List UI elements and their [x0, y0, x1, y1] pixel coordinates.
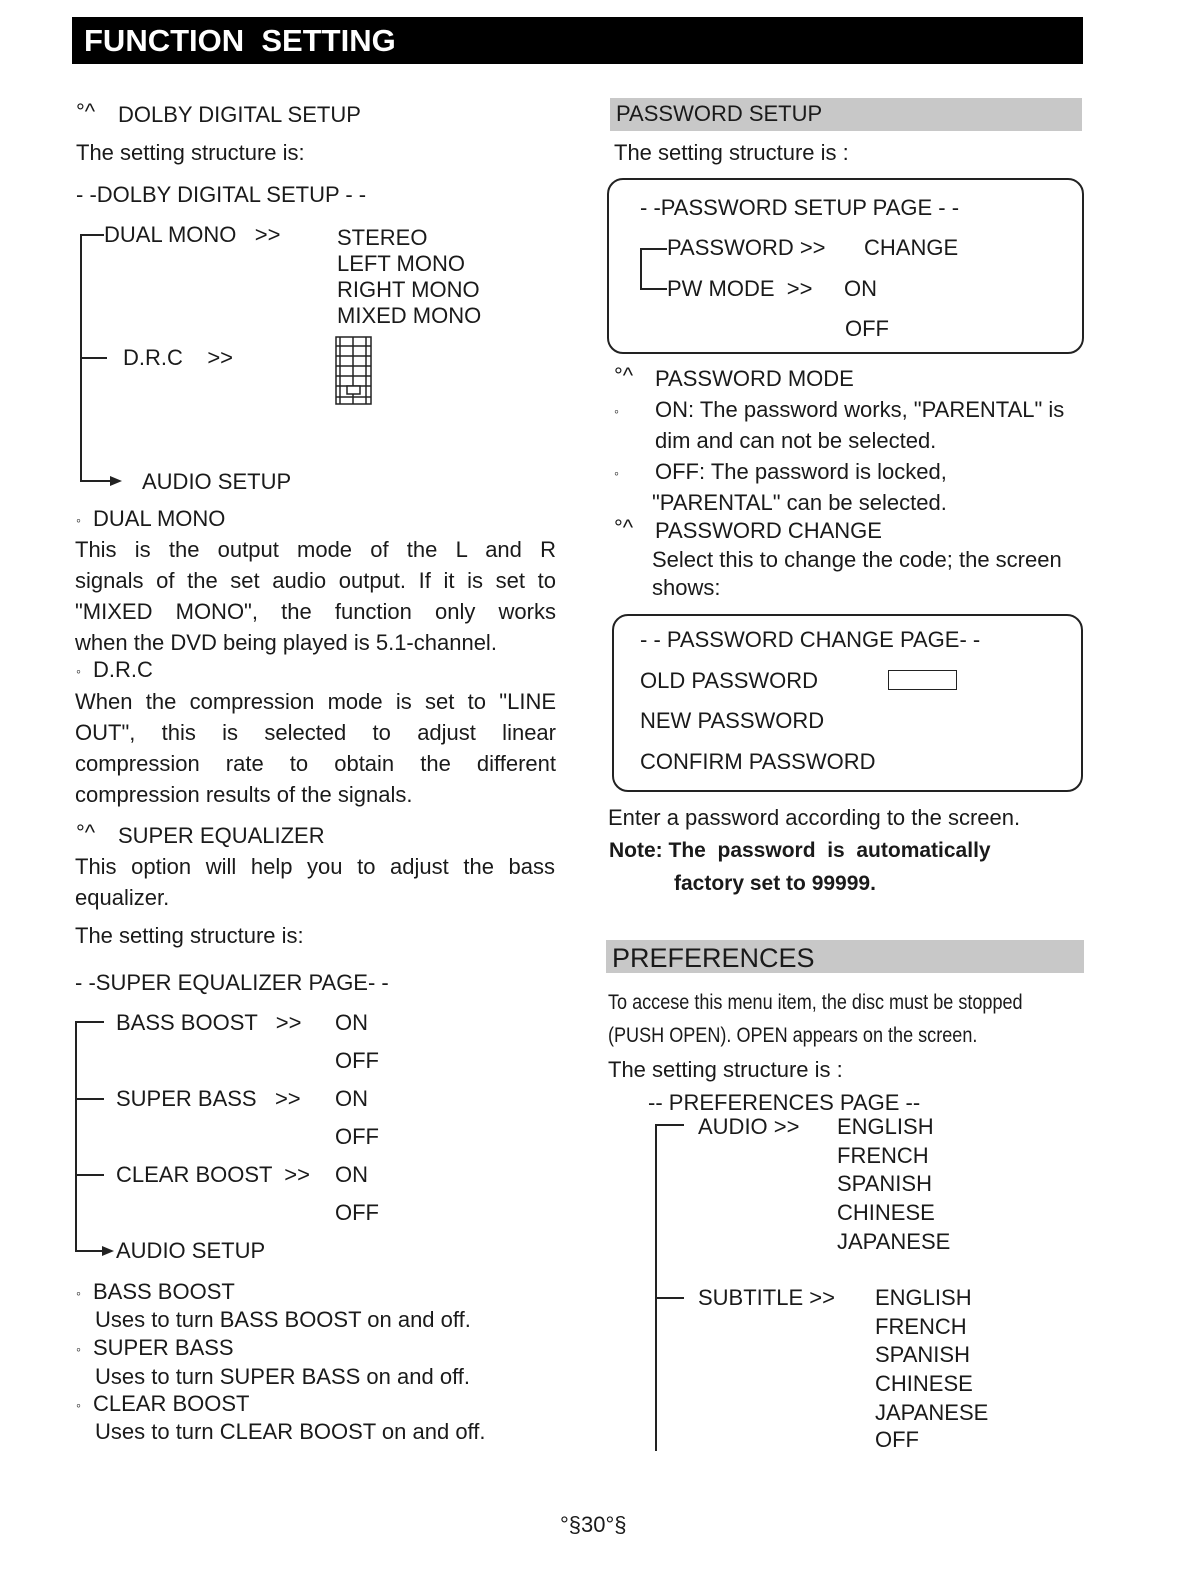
option: STEREO [337, 225, 428, 250]
old-password-input[interactable] [888, 670, 957, 690]
tree-line [655, 1124, 657, 1451]
page-number: °§30°§ [560, 1512, 627, 1537]
tree-branch [75, 1250, 103, 1252]
mode-line: dim and can not be selected. [655, 428, 937, 453]
slider-icon [335, 336, 373, 406]
eq-off: OFF [335, 1048, 379, 1073]
paragraph-line: compression results of the signals. [75, 782, 413, 807]
language-option: OFF [875, 1427, 919, 1452]
language-option: SPANISH [875, 1342, 970, 1367]
note-title: D.R.C [93, 657, 153, 682]
bullet-icon: ◦ [76, 1341, 81, 1357]
access-line: To accese this menu item, the disc must be stopped [608, 991, 1023, 1014]
mode-line: "PARENTAL" can be selected. [652, 490, 947, 515]
tree-branch [80, 234, 104, 236]
paragraph-line: This is the output mode of the L and R [75, 537, 556, 562]
paragraph-line: compression rate to obtain the different [75, 751, 556, 776]
enter-text: Enter a password according to the screen. [608, 805, 1021, 830]
tree-branch [655, 1124, 684, 1126]
bullet-icon: ◦ [614, 465, 619, 481]
tree-branch [80, 357, 107, 359]
dolby-heading: DOLBY DIGITAL SETUP [118, 102, 361, 127]
paragraph-line: When the compression mode is set to "LINE [75, 689, 556, 714]
mode-heading: PASSWORD MODE [655, 366, 854, 391]
change-line: shows: [652, 575, 721, 600]
note-title: CLEAR BOOST [93, 1391, 250, 1416]
language-option: CHINESE [837, 1200, 935, 1225]
bullet-icon: ◦ [76, 1285, 81, 1301]
eq-item: SUPER BASS >> [116, 1086, 301, 1111]
confirm-password-label: CONFIRM PASSWORD [640, 749, 876, 774]
change-page-title: - - PASSWORD CHANGE PAGE- - [640, 627, 981, 652]
password-value: CHANGE [864, 235, 959, 260]
eq-item: CLEAR BOOST >> [116, 1162, 311, 1187]
eq-bullet: °^ [76, 820, 96, 845]
tree-branch [80, 480, 112, 482]
eq-off: OFF [335, 1124, 379, 1149]
eq-heading: SUPER EQUALIZER [118, 823, 325, 848]
dolby-page-title: - -DOLBY DIGITAL SETUP - - [76, 182, 367, 207]
eq-intro: The setting structure is: [75, 923, 304, 948]
mode-line: OFF: The password is locked, [655, 459, 947, 484]
audio-item: AUDIO >> [698, 1114, 800, 1139]
language-option: CHINESE [875, 1371, 973, 1396]
eq-off: OFF [335, 1200, 379, 1225]
tree-branch [640, 248, 667, 250]
dolby-bullet: °^ [76, 99, 96, 124]
tree-branch [75, 1098, 104, 1100]
pw-mode-off: OFF [845, 316, 889, 341]
paragraph-line: This option will help you to adjust the bass [75, 854, 555, 879]
eq-on: ON [335, 1086, 368, 1111]
note-title: SUPER BASS [93, 1335, 234, 1360]
note-line: Note: The password is automatically [609, 839, 991, 862]
access-line: (PUSH OPEN). OPEN appears on the screen. [608, 1024, 978, 1047]
arrow-icon [110, 476, 122, 486]
paragraph-line: signals of the set audio output. If it is set to [75, 568, 556, 593]
paragraph-line: when the DVD being played is 5.1-channel. [75, 630, 497, 655]
bullet-icon: ◦ [76, 663, 81, 679]
language-option: FRENCH [875, 1314, 967, 1339]
language-option: ENGLISH [875, 1285, 972, 1310]
arrow-icon [102, 1246, 114, 1256]
password-header: PASSWORD SETUP [616, 101, 823, 126]
paragraph-line: equalizer. [75, 885, 170, 910]
change-line: Select this to change the code; the screen [652, 547, 1062, 572]
note-text: Uses to turn SUPER BASS on and off. [95, 1364, 471, 1389]
prefs-page-title: -- PREFERENCES PAGE -- [648, 1090, 921, 1115]
paragraph-line: "MIXED MONO", the function only works [75, 599, 556, 624]
tree-line [75, 1021, 77, 1251]
mode-line: ON: The password works, "PARENTAL" is [655, 397, 1065, 422]
eq-item: BASS BOOST >> [116, 1010, 302, 1035]
eq-audio-setup: AUDIO SETUP [116, 1238, 266, 1263]
bullet-icon: ◦ [76, 512, 81, 528]
note-text: Uses to turn CLEAR BOOST on and off. [95, 1419, 486, 1444]
page-title: FUNCTION SETTING [84, 23, 396, 58]
new-password-label: NEW PASSWORD [640, 708, 825, 733]
note-text: Uses to turn BASS BOOST on and off. [95, 1307, 471, 1332]
password-item: PASSWORD >> [667, 235, 826, 260]
note-title: BASS BOOST [93, 1279, 235, 1304]
subtitle-item: SUBTITLE >> [698, 1285, 835, 1310]
tree-branch [640, 288, 667, 290]
password-page-title: - -PASSWORD SETUP PAGE - - [640, 195, 960, 220]
language-option: SPANISH [837, 1171, 932, 1196]
option: MIXED MONO [337, 303, 482, 328]
drc-item: D.R.C >> [123, 345, 234, 370]
language-option: JAPANESE [837, 1229, 951, 1254]
bullet-icon: ◦ [614, 403, 619, 419]
password-intro: The setting structure is : [614, 140, 849, 165]
preferences-header: PREFERENCES [612, 943, 815, 973]
eq-on: ON [335, 1010, 368, 1035]
audio-setup-item: AUDIO SETUP [142, 469, 292, 494]
language-option: JAPANESE [875, 1400, 989, 1425]
change-bullet: °^ [614, 515, 634, 540]
prefs-intro: The setting structure is : [608, 1057, 843, 1082]
tree-line [640, 248, 642, 290]
language-option: ENGLISH [837, 1114, 934, 1139]
pw-mode-on: ON [844, 276, 877, 301]
dual-mono-item: DUAL MONO >> [104, 222, 281, 247]
pw-mode-item: PW MODE >> [667, 276, 813, 301]
paragraph-line: OUT", this is selected to adjust linear [75, 720, 556, 745]
note-title: DUAL MONO [93, 506, 226, 531]
option: RIGHT MONO [337, 277, 480, 302]
mode-bullet: °^ [614, 363, 634, 388]
option: LEFT MONO [337, 251, 465, 276]
eq-on: ON [335, 1162, 368, 1187]
eq-page-title: - -SUPER EQUALIZER PAGE- - [75, 970, 389, 995]
tree-branch [655, 1297, 684, 1299]
bullet-icon: ◦ [76, 1397, 81, 1413]
dolby-intro: The setting structure is: [76, 140, 305, 165]
tree-branch [75, 1174, 104, 1176]
tree-branch [75, 1021, 104, 1023]
note-line: factory set to 99999. [674, 872, 876, 895]
change-heading: PASSWORD CHANGE [655, 518, 882, 543]
old-password-label: OLD PASSWORD [640, 668, 819, 693]
language-option: FRENCH [837, 1143, 929, 1168]
